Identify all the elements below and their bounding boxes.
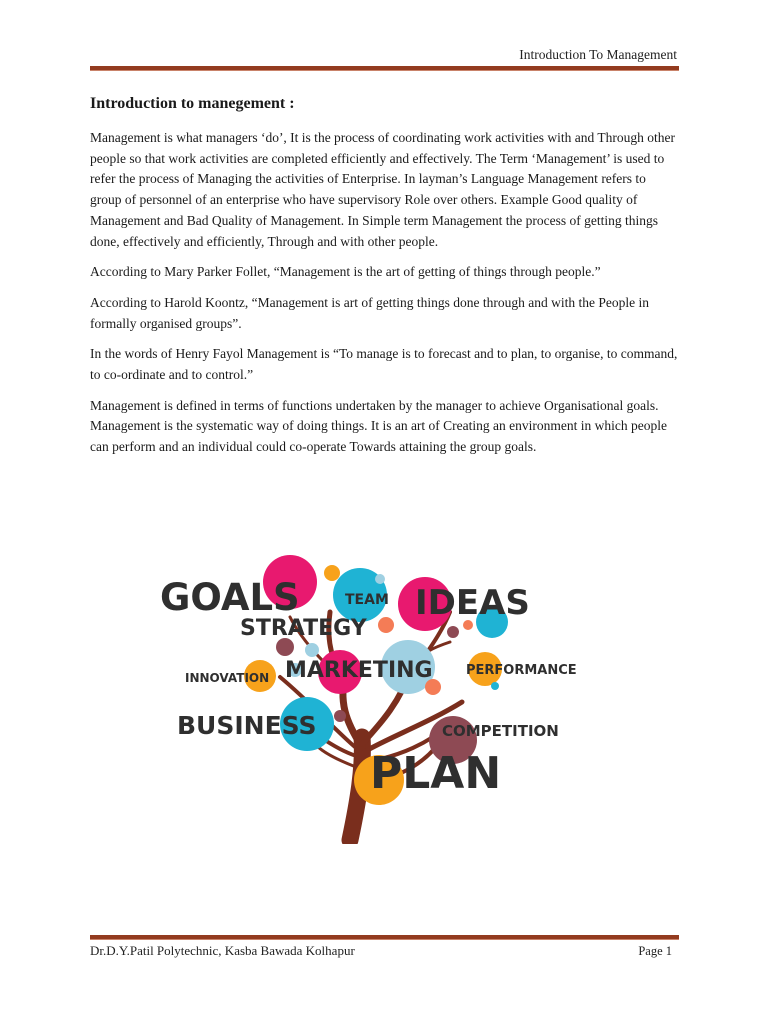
body-text [90, 128, 680, 468]
word-team: TEAM [345, 592, 389, 608]
paragraph-definition: Management is what managers ‘do’, It is the process of coordinating work activities with and Through other people so that work activities are completed efficiently and effectively. The Term ‘Management’ is used to refer the process of Managing the activities of Enterprise. In layman’s Language Management refers to group of personnel of an enterprise who have supervisory Role over others. Example Good quality of Management and Bad Quality of Management. In Simple term Management the process of getting things done, effectively and efficiently, Through and with other people. [90, 130, 675, 249]
bubble [305, 643, 319, 657]
paragraph-fayol-quote: In the words of Henry Fayol Management is “To manage is to forecast and to plan, to organise, to command, to co-ordinate and to control.” [90, 346, 678, 383]
word-ideas: IDEAS [415, 583, 530, 623]
bubble [491, 682, 499, 690]
footer-institution: Dr.D.Y.Patil Polytechnic, Kasba Bawada Kolhapur [90, 943, 355, 958]
bubble [324, 565, 340, 581]
bubble [334, 710, 346, 722]
word-marketing: MARKETING [285, 658, 433, 683]
paragraph-functions: Management is defined in terms of functions undertaken by the manager to achieve Organisational goals. Management is the systematic way of doing things. It is an art of Creating an environment in which people can perform and an individual could co-operate Towards attaining the group goals. [90, 397, 667, 455]
word-performance: PERFORMANCE [466, 663, 577, 678]
header-rule [90, 66, 679, 71]
page-number: Page 1 [638, 944, 672, 958]
management-tree-illustration [150, 552, 580, 844]
word-goals: GOALS [160, 576, 300, 619]
bubble [378, 617, 394, 633]
paragraph-koontz-quote: According to Harold Koontz, “Management is art of getting things done through and with the People in formally organised groups”. [90, 294, 650, 331]
paragraph-follet-quote: According to Mary Parker Follet, “Management is the art of getting of things through people.” [90, 264, 601, 280]
word-innovation: INNOVATION [185, 671, 270, 685]
word-plan: PLAN [370, 748, 502, 799]
section-heading: Introduction to manegement : [90, 95, 295, 112]
word-competition: COMPETITION [442, 722, 559, 740]
bubble [375, 574, 385, 584]
word-strategy: STRATEGY [240, 616, 367, 641]
footer-rule [90, 935, 679, 940]
running-header: Introduction To Management [519, 47, 677, 62]
bubble [447, 626, 459, 638]
word-business: BUSINESS [177, 711, 317, 740]
